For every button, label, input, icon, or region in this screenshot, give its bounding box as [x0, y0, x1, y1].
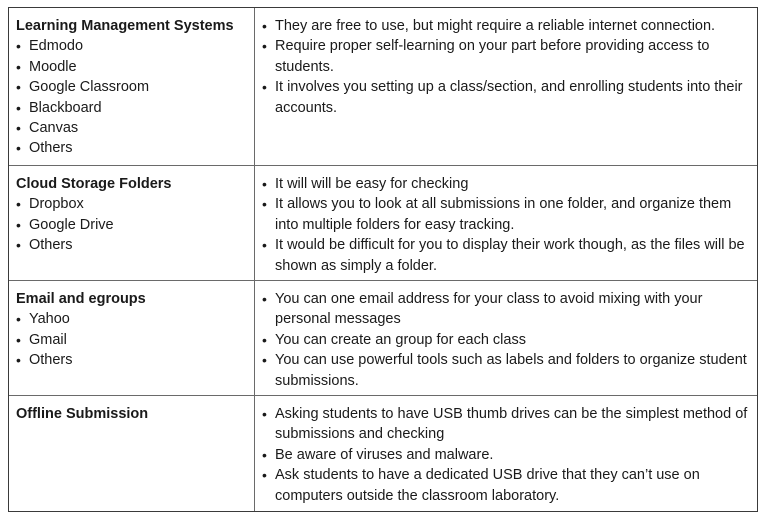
note-item: • It will will be easy for checking [262, 174, 749, 194]
notes-list [262, 174, 749, 276]
platform-list [16, 194, 248, 255]
method-cell [9, 8, 255, 165]
note-item: • It would be difficult for you to display their work though, as the files will be shown as simply a folder. [262, 235, 749, 276]
submission-methods-table [8, 7, 758, 512]
platform-item: • Canvas [16, 118, 248, 138]
platform-item: • Edmodo [16, 36, 248, 56]
note-item: • You can create an group for each class [262, 330, 749, 350]
table-row-lms [9, 8, 757, 165]
platform-item: • Google Drive [16, 215, 248, 235]
notes-cell [255, 396, 757, 511]
platform-item: • Others [16, 138, 248, 158]
note-item: • It allows you to look at all submissions in one folder, and organize them into multiple folders for easy tracking. [262, 194, 749, 235]
method-heading: Cloud Storage Folders [16, 176, 172, 192]
note-item: • Require proper self-learning on your part before providing access to students. [262, 36, 749, 77]
platform-item: • Others [16, 235, 248, 255]
notes-cell [255, 166, 757, 280]
platform-item: • Others [16, 350, 248, 370]
platform-list [16, 309, 248, 370]
method-heading: Learning Management Systems [16, 18, 234, 34]
table-row-offline [9, 395, 757, 511]
method-cell [9, 166, 255, 280]
method-cell [9, 396, 255, 511]
notes-list [262, 404, 749, 506]
platform-item: • Gmail [16, 330, 248, 350]
method-heading: Offline Submission [16, 406, 149, 422]
notes-cell [255, 8, 757, 165]
platform-item: • Google Classroom [16, 77, 248, 97]
table-row-cloud-storage [9, 165, 757, 280]
notes-list [262, 16, 749, 118]
note-item: • You can use powerful tools such as labels and folders to organize student submissions. [262, 350, 749, 391]
note-item: • You can one email address for your class to avoid mixing with your personal messages [262, 289, 749, 330]
note-item: • They are free to use, but might require a reliable internet connection. [262, 16, 749, 36]
platform-item: • Dropbox [16, 194, 248, 214]
notes-list [262, 289, 749, 391]
platform-list [16, 36, 248, 158]
note-item: • Asking students to have USB thumb drives can be the simplest method of submissions and checking [262, 404, 749, 445]
platform-item: • Blackboard [16, 98, 248, 118]
note-item: • Be aware of viruses and malware. [262, 445, 749, 465]
note-item: • Ask students to have a dedicated USB drive that they can’t use on computers outside the classroom laboratory. [262, 465, 749, 506]
table-row-email [9, 280, 757, 395]
platform-item: • Yahoo [16, 309, 248, 329]
method-heading: Email and egroups [16, 291, 146, 307]
notes-cell [255, 281, 757, 395]
platform-item: • Moodle [16, 57, 248, 77]
note-item: • It involves you setting up a class/section, and enrolling students into their accounts. [262, 77, 749, 118]
method-cell [9, 281, 255, 395]
